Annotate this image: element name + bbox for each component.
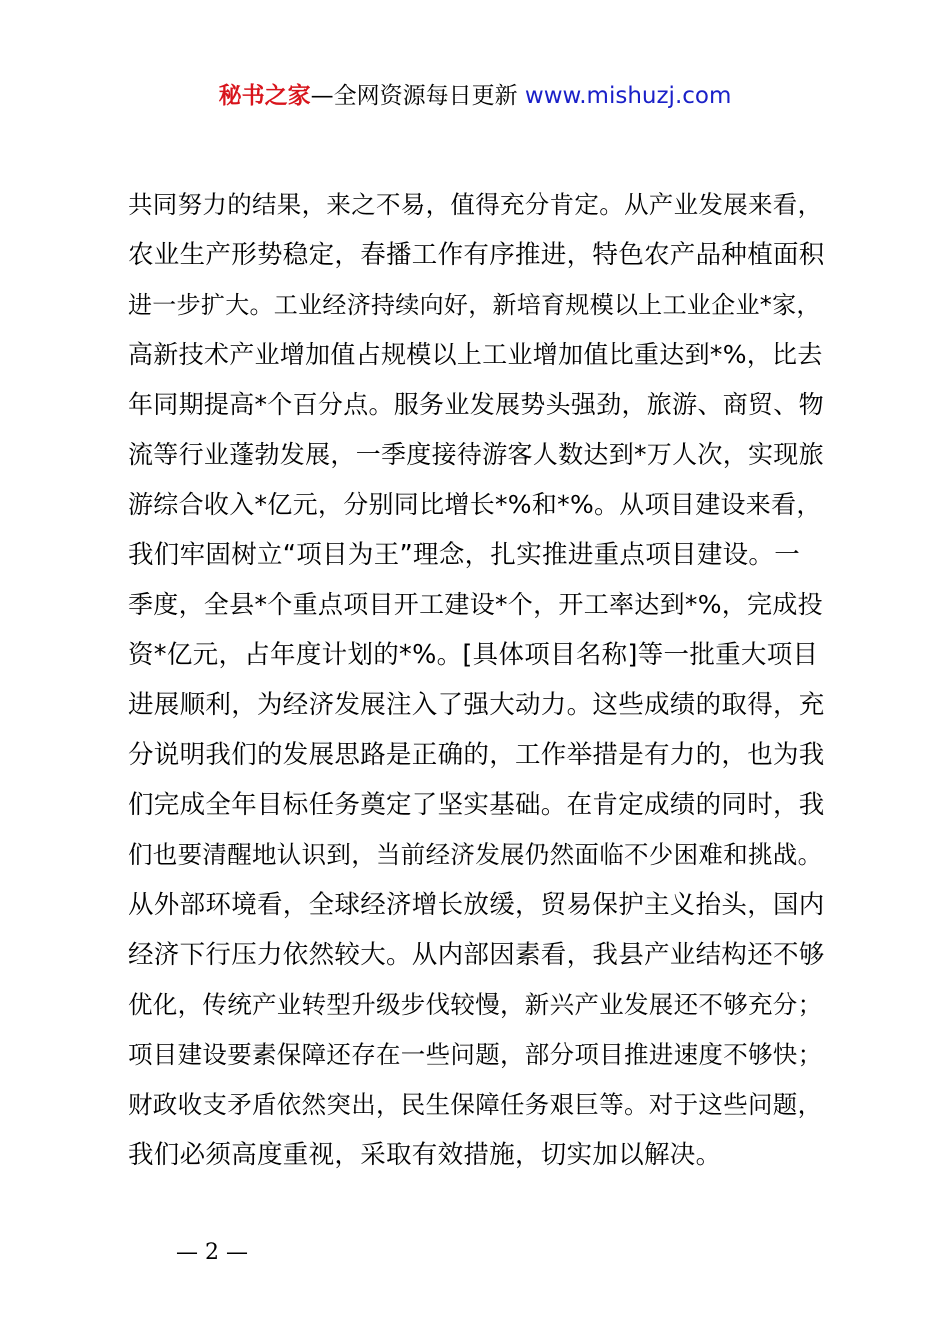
- site-url-link[interactable]: www.mishuzj.com: [524, 83, 732, 109]
- body-line: 我们牢固树立“项目为王”理念，扎实推进重点项目建设。一: [128, 540, 801, 570]
- body-line: 分说明我们的发展思路是正确的，工作举措是有力的，也为我: [128, 740, 825, 770]
- body-line: 财政收支矛盾依然突出，民生保障任务艰巨等。对于这些问题，: [128, 1090, 823, 1119]
- site-brand-name: 秘书之家: [218, 83, 311, 109]
- body-line: 游综合收入*亿元，分别同比增长*%和*%。从项目建设来看，: [128, 490, 822, 519]
- site-tagline: —全网资源每日更新: [310, 83, 525, 109]
- body-line: 项目建设要素保障还存在一些问题，部分项目推进速度不够快；: [128, 1040, 823, 1069]
- body-line: 进展顺利，为经济发展注入了强大动力。这些成绩的取得，充: [128, 690, 825, 720]
- document-body: [128, 180, 828, 1180]
- body-line: 年同期提高*个百分点。服务业发展势头强劲，旅游、商贸、物: [128, 390, 824, 419]
- body-line: 我们必须高度重视，采取有效措施，切实加以解决。: [128, 1140, 722, 1170]
- body-line: 高新技术产业增加值占规模以上工业增加值比重达到*%，比去: [128, 340, 823, 369]
- page-number: — 2 —: [176, 1240, 248, 1265]
- body-line: 们也要清醒地认识到，当前经济发展仍然面临不少困难和挑战。: [128, 840, 823, 869]
- body-line: 资*亿元，占年度计划的*%。[具体项目名称]等一批重大项目: [128, 640, 819, 670]
- body-line: 农业生产形势稳定，春播工作有序推进，特色农产品种植面积: [128, 240, 825, 270]
- body-line: 进一步扩大。工业经济持续向好，新培育规模以上工业企业*家，: [128, 291, 821, 319]
- site-header: [0, 78, 950, 114]
- body-line: 季度，全县*个重点项目开工建设*个，开工率达到*%，完成投: [128, 590, 823, 619]
- body-line: 经济下行压力依然较大。从内部因素看，我县产业结构还不够: [128, 940, 825, 970]
- body-line: 们完成全年目标任务奠定了坚实基础。在肯定成绩的同时，我: [128, 790, 825, 820]
- body-line: 共同努力的结果，来之不易，值得充分肯定。从产业发展来看，: [128, 190, 823, 219]
- body-line: 从外部环境看，全球经济增长放缓，贸易保护主义抬头，国内: [128, 890, 825, 920]
- body-line: 优化，传统产业转型升级步伐较慢，新兴产业发展还不够充分；: [128, 990, 823, 1019]
- body-line: 流等行业蓬勃发展，一季度接待游客人数达到*万人次，实现旅: [128, 440, 824, 469]
